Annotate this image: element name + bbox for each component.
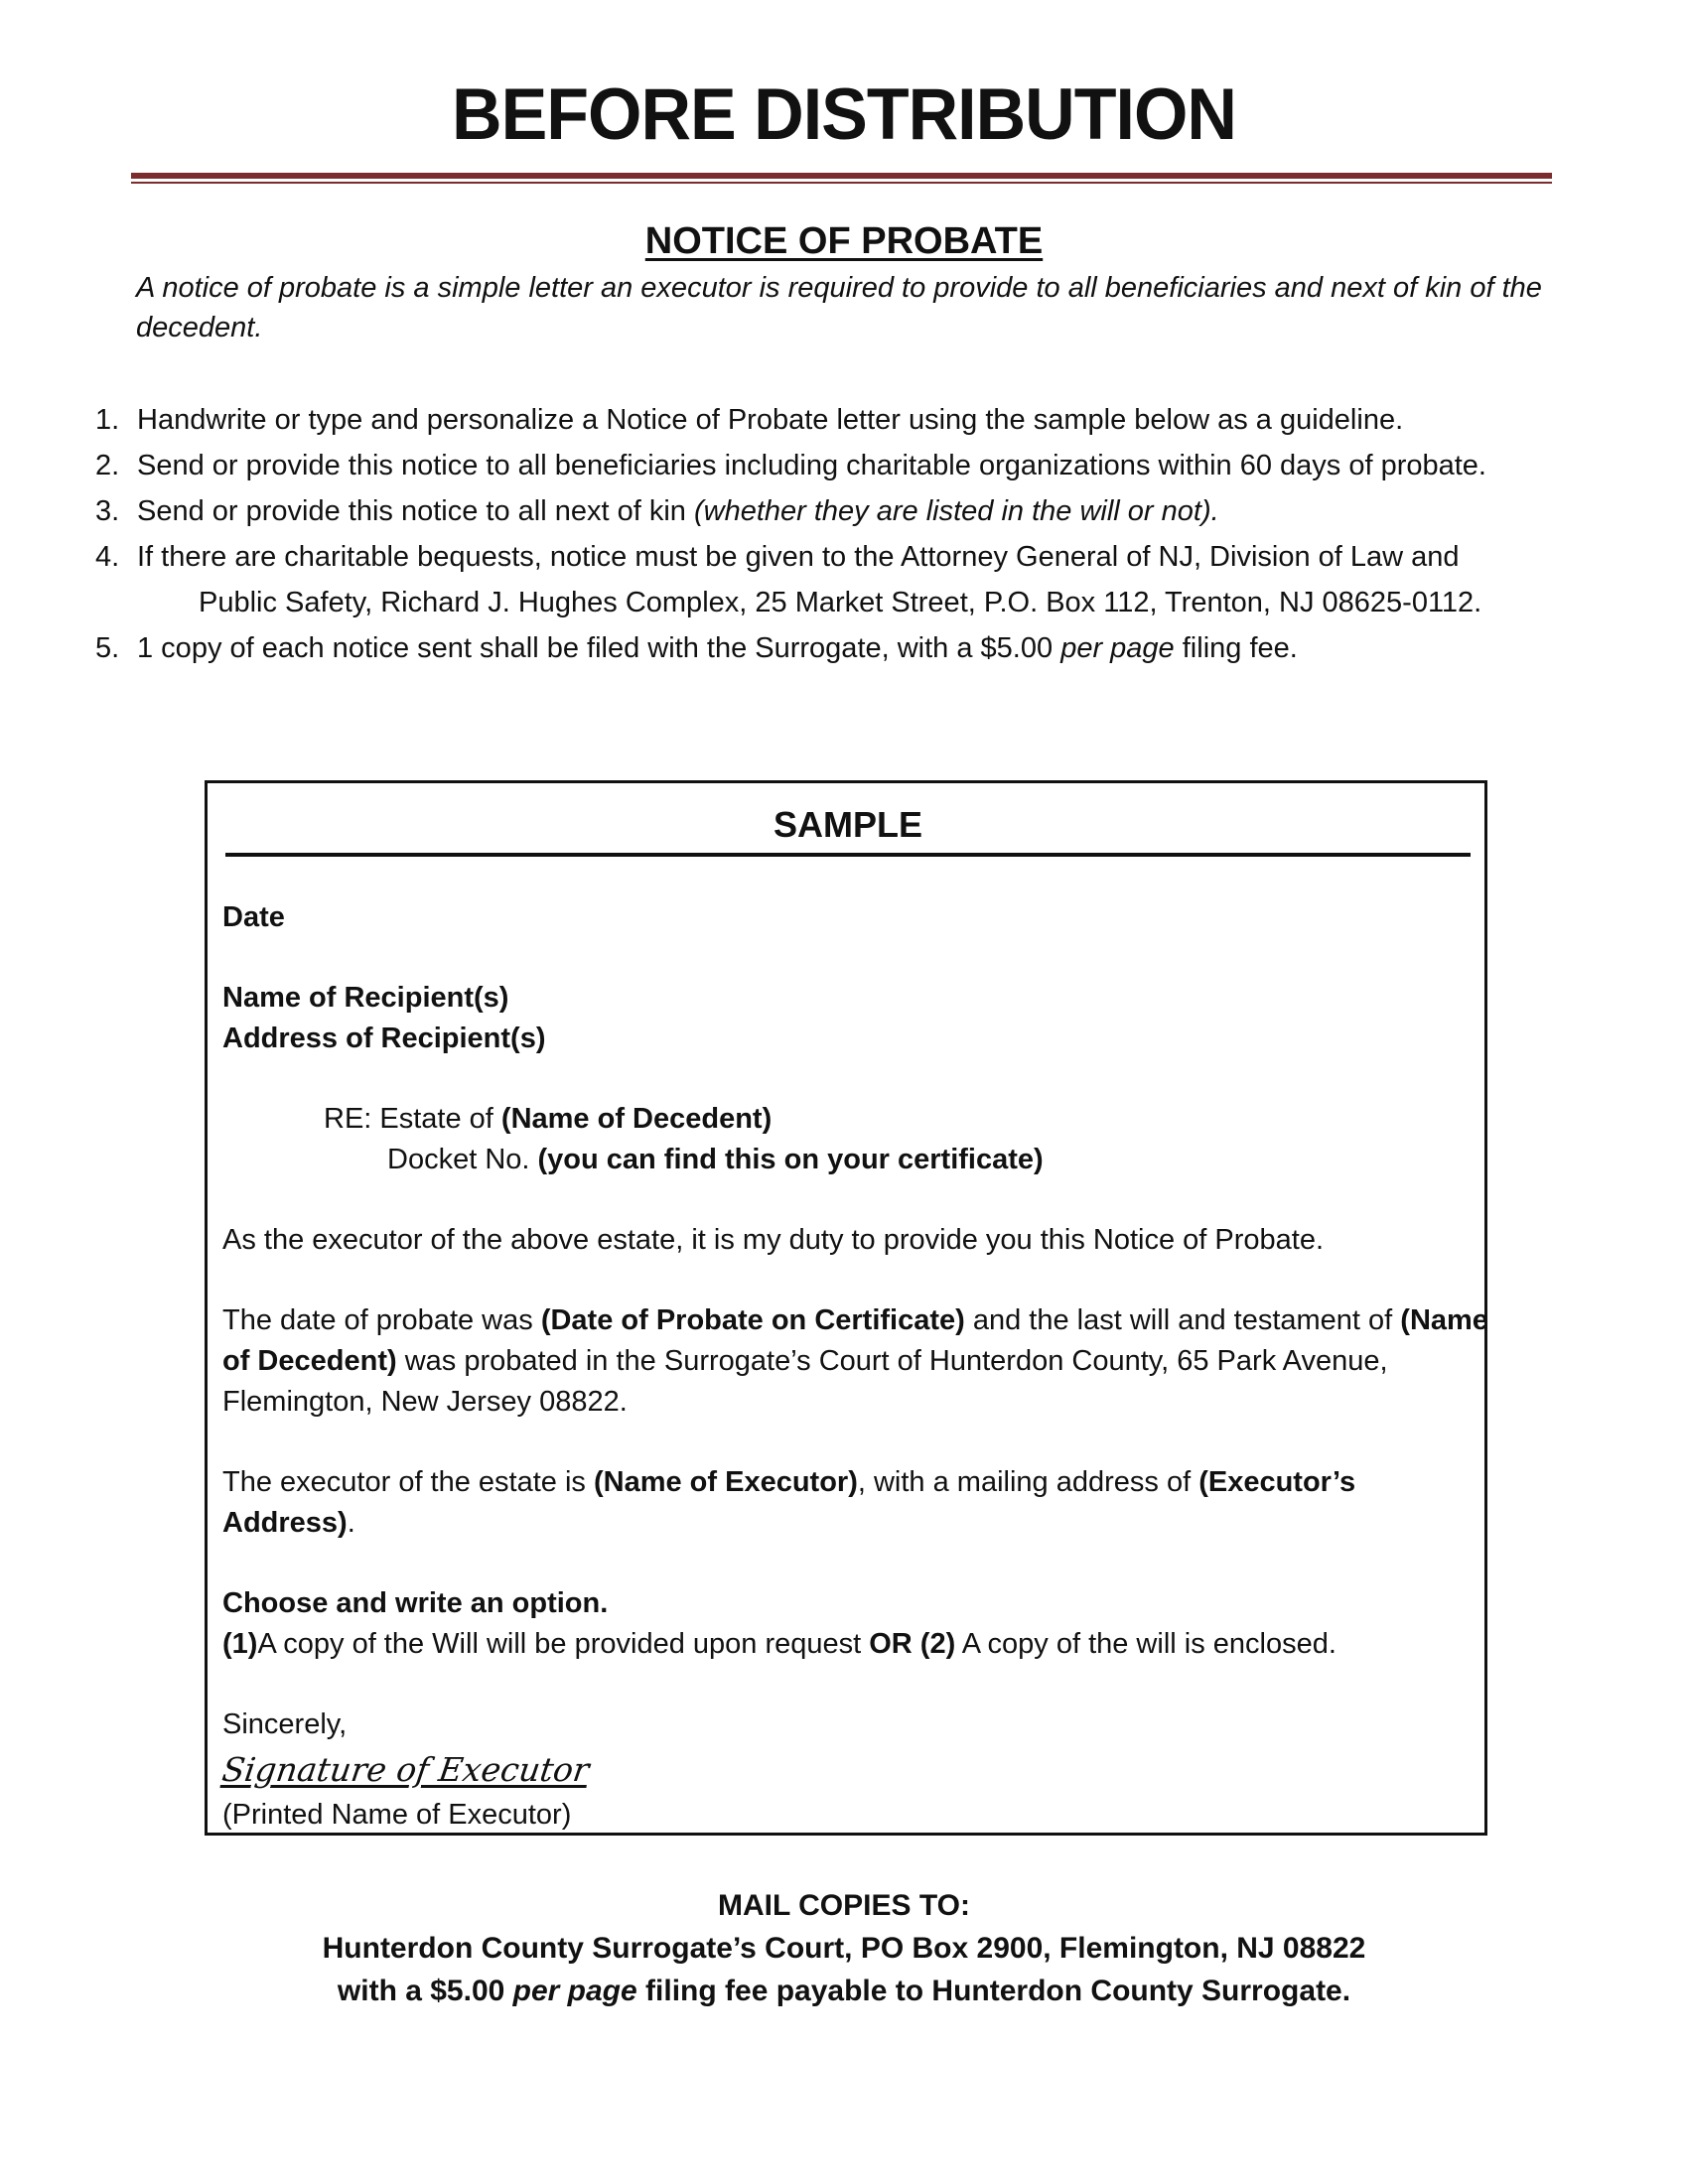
letter-paragraph [222,1462,1493,1544]
step-text: Send or provide this notice to all beneficiaries including charitable organizations within 60 days of probate. [137,450,1486,481]
step-text-end: filing fee. [1174,632,1298,664]
step-text: Handwrite or type and personalize a Notice of Probate letter using the sample below as a guideline. [137,404,1404,436]
mail-fee-text: with a $5.00 [337,1975,513,2007]
para-text: . [347,1507,355,1539]
step-number: 3. [95,495,120,527]
printed-name: (Printed Name of Executor) [222,1799,572,1831]
step-number: 4. [95,541,120,573]
executor-signature: Signature of Executor [219,1750,592,1789]
sample-heading: SAMPLE [225,803,1471,857]
para-text: The executor of the estate is [222,1466,594,1498]
option-number: (2) [912,1628,956,1660]
letter-date: Date [222,901,285,933]
letter-re-block [222,1099,1493,1180]
step-number: 5. [95,632,120,664]
option-heading: Choose and write an option. [222,1587,609,1619]
title-divider-thick [131,173,1552,179]
title-divider [131,173,1552,185]
docket-hint: (you can find this on your certificate) [537,1144,1044,1175]
step-item [95,625,1644,671]
para-text: was probated in the Surrogate’s Court of Hunterdon County, 65 Park Avenue, Flemington, New Jersey 08822. [222,1345,1388,1418]
para-text: , with a mailing address of [857,1466,1199,1498]
mail-address: Hunterdon County Surrogate’s Court, PO Box 2900, Flemington, NJ 08822 [322,1932,1366,1965]
step-number: 2. [95,450,120,481]
option-or: OR [869,1628,913,1660]
para-text: The date of probate was [222,1304,541,1336]
step-item [95,443,1644,488]
step-text-italic: (whether they are listed in the will or not). [693,495,1219,527]
mail-fee-italic: per page [512,1975,637,2007]
letter-recipient-name: Name of Recipient(s) [222,982,509,1014]
re-label: RE: Estate of [324,1103,501,1135]
step-text: 1 copy of each notice sent shall be filed with the Surrogate, with a $5.00 [137,632,1061,664]
re-decedent: (Name of Decedent) [500,1103,773,1135]
option-text: A copy of the will is enclosed. [955,1628,1336,1660]
option-line [222,1624,1493,1665]
letter-paragraph [222,1300,1493,1423]
step-text-continued: Public Safety, Richard J. Hughes Complex, 25 Market Street, P.O. Box 112, Trenton, NJ 08625-0112. [199,587,1482,618]
steps-list [95,397,1644,671]
para-text: and the last will and testament of [964,1304,1401,1336]
option-number: (1) [222,1628,258,1660]
mail-heading: MAIL COPIES TO: [718,1889,970,1922]
step-item [95,534,1644,625]
docket-label: Docket No. [387,1144,538,1175]
page-title: BEFORE DISTRIBUTION [452,73,1236,155]
step-number: 1. [95,404,120,436]
step-text-italic: per page [1060,632,1175,664]
para-placeholder: (Name of Executor) [593,1466,858,1498]
para-placeholder: (Executor’s Address) [222,1466,1356,1539]
title-divider-thin [131,182,1552,184]
option-text: A copy of the Will will be provided upon request [257,1628,870,1660]
para-placeholder: (Date of Probate on Certificate) [540,1304,965,1336]
step-text: Send or provide this notice to all next of kin [137,495,694,527]
mail-fee-end: filing fee payable to Hunterdon County Surrogate. [636,1975,1351,2007]
step-text: If there are charitable bequests, notice must be given to the Attorney General of NJ, Division of Law and [137,541,1460,573]
notice-heading: NOTICE OF PROBATE [644,220,1044,262]
step-item [95,397,1644,443]
letter-recipient-address: Address of Recipient(s) [222,1023,546,1054]
sample-letter [219,897,1493,1836]
para-placeholder: (Name of Decedent) [222,1304,1488,1377]
mail-fee [0,1970,1688,2012]
letter-paragraph: As the executor of the above estate, it is my duty to provide you this Notice of Probate. [222,1224,1325,1256]
step-item [95,488,1644,534]
notice-intro: A notice of probate is a simple letter an executor is required to provide to all beneficiaries and next of kin of the decedent. [136,272,1542,343]
letter-closing: Sincerely, [222,1708,348,1740]
mail-instructions [0,1884,1688,2012]
